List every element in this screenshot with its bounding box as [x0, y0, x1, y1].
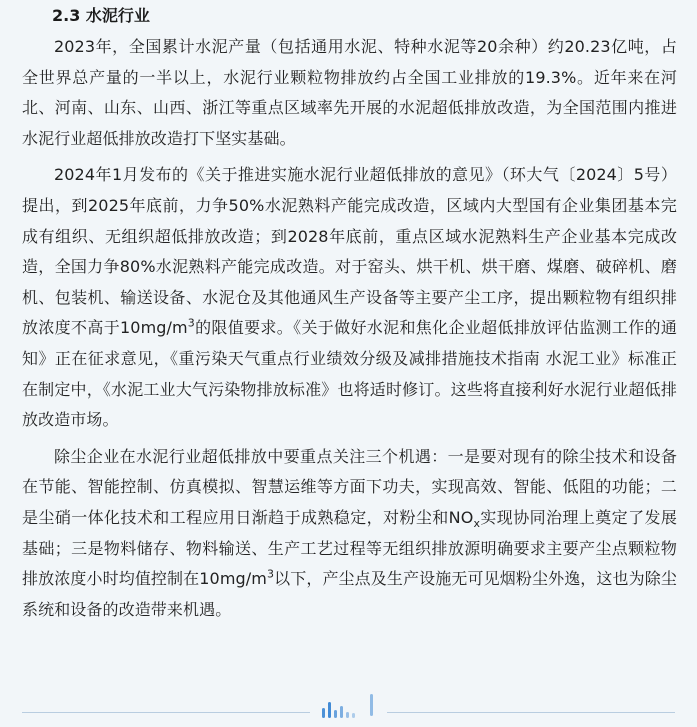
- divider-line-right: [387, 712, 675, 713]
- paragraph-text: 实现协同治理上奠定了发展基础；三是物料储存、物料输送、生产工艺过程等无组织排放源明确要求主要产尘点颗粒物排放浓度小时均值控制在10mg/m: [22, 507, 677, 589]
- paragraph-text: 2023年，全国累计水泥产量（包括通用水泥、特种水泥等20余种）约20.23亿吨，占全世界总产量的一半以上，水泥行业颗粒物排放约占全国工业排放的19.3%。近年来在河北、河南、山东、山西、浙江等重点区域率先开展的水泥超低排放改造，为全国范围内推进水泥行业超低排放改造打下坚实基础。: [22, 37, 677, 148]
- audio-bars-icon: [322, 692, 382, 722]
- paragraph-text: 除尘企业在水泥行业超低排放中要重点关注三个机遇：一是要对现有的除尘技术和设备在节能、智能控制、仿真模拟、智慧运维等方面下功夫，实现高效、智能、低阻的功能；二是尘硝一体化技术和工程应用日渐趋于成熟稳定，对粉尘和NO: [22, 446, 677, 527]
- superscript: 3: [266, 567, 275, 581]
- section-title: 2.3 水泥行业: [52, 6, 150, 25]
- footer-decoration: [22, 692, 675, 722]
- paragraph-opportunities: [22, 442, 677, 626]
- paragraph-text: 的限值要求。《关于做好水泥和焦化企业超低排放评估监测工作的通知》正在征求意见，《重污染天气重点行业绩效分级及减排措施技术指南 水泥工业》标准正在制定中，《水泥工业大气污染物排放标准》也将适时修订。这些将直接利好水泥行业超低排放改造市场。: [22, 318, 677, 430]
- divider-line-left: [22, 712, 310, 713]
- paragraph-policy: [22, 160, 677, 435]
- paragraph-text: 以下，产尘点及生产设施无可见烟粉尘外逸，这也为除尘系统和设备的改造带来机遇。: [22, 569, 677, 619]
- paragraph-text: 2024年1月发布的《关于推进实施水泥行业超低排放的意见》（环大气〔2024〕5号）提出，到2025年底前，力争50%水泥熟料产能完成改造，区域内大型国有企业集团基本完成有组织、无组织超低排放改造；到2028年底前，重点区域水泥熟料生产企业基本完成改造，全国力争80%水泥熟料产能完成改造。对于窑头、烘干机、烘干磨、煤磨、破碎机、磨机、包装机、输送设备、水泥仓及其他通风生产设备等主要产尘工序，提出颗粒物有组织排放浓度不高于10mg/m: [22, 165, 677, 338]
- paragraph-production: [22, 32, 677, 154]
- subscript: x: [473, 517, 481, 531]
- superscript: 3: [187, 317, 195, 331]
